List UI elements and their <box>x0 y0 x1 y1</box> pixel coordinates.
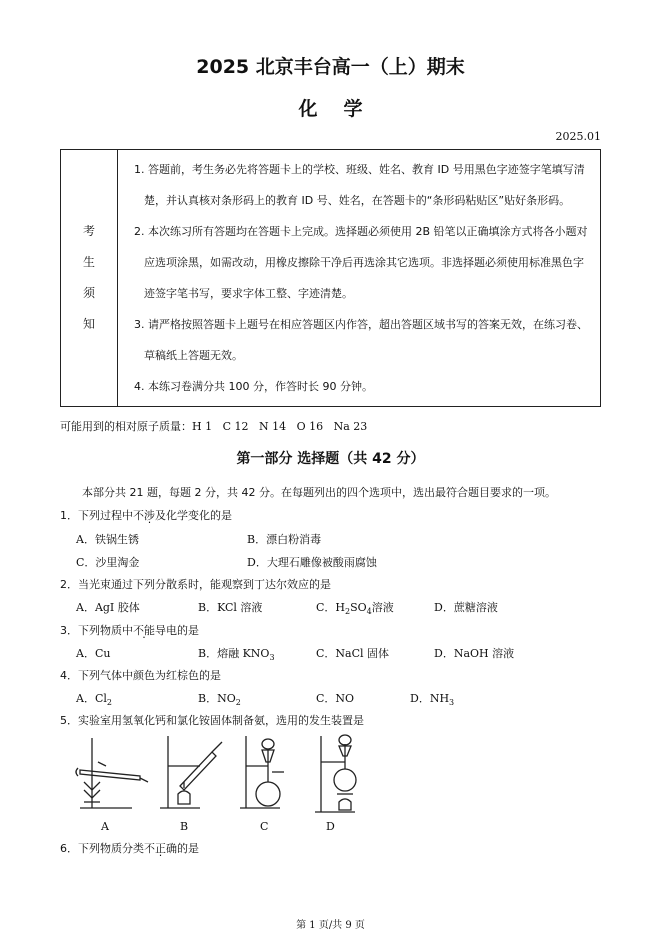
option-b <box>198 690 241 707</box>
emphasis-text: 不涉及 <box>133 509 166 522</box>
stem-text: 导电的是 <box>155 624 199 637</box>
apparatus-figure <box>70 732 370 820</box>
notice-body <box>118 150 601 407</box>
option-d: D．大理石雕像被酸雨腐蚀 <box>247 556 377 569</box>
notice-item: 2. 本次练习所有答题均在答题卡上完成。选择题必须使用 2B 铅笔以正确填涂方式将各小题对应选项涂黑，如需改动，用橡皮擦除干净后再选涂其它选项。非选择题必须使用标准黑色字迹签字笔书写，要求字体工整、字迹清楚。 <box>134 225 588 300</box>
emphasis-text: 不正确 <box>144 842 177 855</box>
question-3-stem <box>60 622 199 638</box>
option-d: D．NaOH 溶液 <box>434 647 515 660</box>
question-4-stem: 4．下列气体中颜色为红棕色的是 <box>60 669 221 682</box>
option-a: A．AgI 胶体 <box>76 601 140 614</box>
subscript: 2 <box>106 698 112 708</box>
notice-label-char: 考 <box>82 224 95 238</box>
option-b: B．KCl 溶液 <box>198 601 263 614</box>
part-intro: 本部分共 21 题，每题 2 分，共 42 分。在每题列出的四个选项中，选出最符合题目要求的一项。 <box>82 486 556 499</box>
option-a: A．Cu <box>76 647 111 660</box>
option-text: 溶液 <box>371 601 394 614</box>
option-a: A．铁锅生锈 <box>76 533 139 546</box>
option-d <box>410 690 454 707</box>
apparatus-label-b: B <box>180 820 189 833</box>
apparatus-a <box>76 738 148 808</box>
subscript: 2 <box>345 607 351 617</box>
notice-label-char: 知 <box>82 317 95 331</box>
notice-label-char: 生 <box>82 255 95 269</box>
option-text: B．熔融 KNO <box>198 647 270 660</box>
option-text: C．H <box>316 601 346 614</box>
apparatus-d <box>315 735 356 812</box>
question-6-stem <box>60 840 199 856</box>
option-b <box>198 645 275 662</box>
exam-title: 2025 北京丰台高一（上）期末 <box>196 56 465 78</box>
page-footer: 第 1 页/共 9 页 <box>296 920 365 931</box>
option-text: SO <box>350 601 367 614</box>
stem-text: 6．下列物质分类 <box>60 842 144 855</box>
option-c: C．NaCl 固体 <box>316 647 390 660</box>
part-title: 第一部分 选择题（共 42 分） <box>236 451 425 467</box>
apparatus-b <box>160 736 222 808</box>
option-b: B．漂白粉消毒 <box>247 533 322 546</box>
stem-text: 化学变化的是 <box>166 509 232 522</box>
option-d: D．蔗糖溶液 <box>434 601 498 614</box>
stem-text: 3．下列物质中 <box>60 624 133 637</box>
option-c: C．沙里淘金 <box>76 556 140 569</box>
notice-label-char: 须 <box>82 286 95 300</box>
notice-item: 3. 请严格按照答题卡上题号在相应答题区内作答，超出答题区域书写的答案无效，在练习卷、草稿纸上答题无效。 <box>134 318 588 362</box>
notice-item: 4. 本练习卷满分共 100 分，作答时长 90 分钟。 <box>134 380 373 393</box>
apparatus-label-c: C <box>260 820 269 833</box>
option-c: C．NO <box>316 692 355 705</box>
option-text: D．NH <box>410 692 450 705</box>
option-a <box>76 690 112 707</box>
option-text: A．Cl <box>76 692 107 705</box>
subscript: 4 <box>366 607 372 617</box>
notice-item: 1. 答题前，考生务必先将答题卡上的学校、班级、姓名、教育 ID 号用黑色字迹签字笔填写清楚，并认真核对条形码上的教育 ID 号、姓名，在答题卡的“条形码粘贴区”贴好条形码。 <box>134 163 585 207</box>
question-1-stem <box>60 507 232 523</box>
option-c <box>316 599 394 616</box>
emphasis-text: 不能 <box>133 624 155 637</box>
subscript: 3 <box>269 653 275 663</box>
atomic-masses: 可能用到的相对原子质量：H 1 C 12 N 14 O 16 Na 23 <box>60 420 368 433</box>
subscript: 3 <box>449 698 455 708</box>
stem-text: 的是 <box>177 842 199 855</box>
apparatus-label-a: A <box>101 820 109 833</box>
exam-date: 2025.01 <box>555 130 601 143</box>
option-text: B．NO <box>198 692 236 705</box>
subject-title: 化学 <box>298 98 389 120</box>
apparatus-c <box>240 736 284 808</box>
notice-label <box>61 150 118 407</box>
question-5-stem: 5．实验室用氢氧化钙和氯化铵固体制备氨，选用的发生装置是 <box>60 714 364 727</box>
subscript: 2 <box>235 698 241 708</box>
apparatus-label-d: D <box>326 820 335 833</box>
notice-box <box>60 149 601 407</box>
question-2-stem: 2．当光束通过下列分散系时，能观察到丁达尔效应的是 <box>60 578 331 591</box>
stem-text: 1．下列过程中 <box>60 509 133 522</box>
